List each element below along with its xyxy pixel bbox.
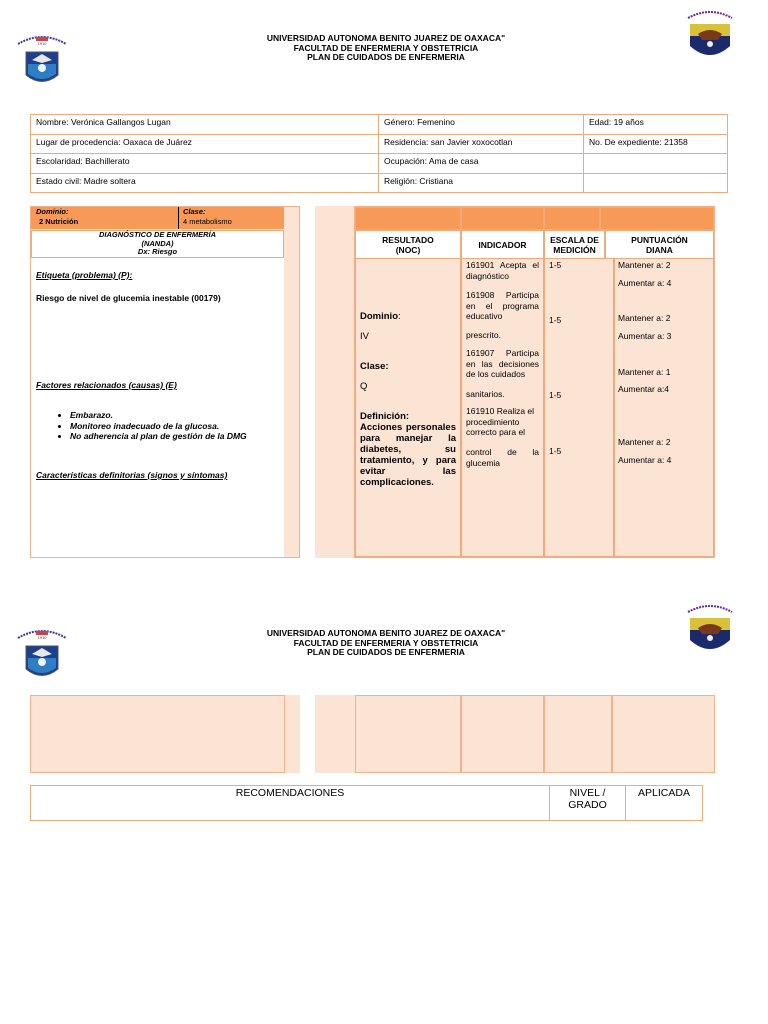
indicator-3-cont: sanitarios. [466,389,505,399]
patient-record-number: No. De expediente: 21358 [584,134,728,154]
header-faculty: FACULTAD DE ENFERMERIA Y OBSTETRICIA [293,637,479,648]
puntuacion-cell [614,259,714,557]
patient-occupation: Ocupación: Ama de casa [379,154,584,174]
scale-4: 1-5 [549,446,562,456]
scale-1: 1-5 [549,260,562,270]
factores-label: Factores relacionados (causas) (E) [36,380,177,390]
target-1b: Aumentar a: 4 [618,278,672,288]
noc-dominio-colon: : [398,311,401,322]
svg-text:1910: 1910 [37,636,47,640]
list-item: • Embarazo. [70,410,247,421]
resultado-cell [355,695,461,773]
separator-strip [285,695,300,773]
nanda-panel-continued [30,695,285,773]
noc-dominio-label: Dominio [360,311,398,322]
list-item: • Monitoreo inadecuado de la glucosa. [70,421,247,432]
noc-clase-value: Q [360,381,368,392]
target-3b: Aumentar a:4 [618,384,670,394]
faculty-shield-icon [684,8,736,64]
indicador-cell [461,695,544,773]
noc-header-cell [600,207,714,230]
scale-3: 1-5 [549,390,562,400]
clase-cell [178,207,284,229]
caracteristicas-label: Características definitorias (signos y síntomas) [36,470,228,480]
col-puntuacion: PUNTUACIÓN DIANA [605,230,714,259]
noc-dominio [360,311,401,322]
noc-definicion-text: Acciones personales para manejar la diabetes, su tratamiento, y para evitar las complicaciones. [360,422,456,488]
target-3a: Mantener a: 1 [618,367,671,377]
col-escala: ESCALA DE MEDICIÓN [544,230,605,259]
nanda-dx: Dx: Riesgo [137,247,178,256]
nivel-header: NIVEL / GRADO [550,786,626,821]
recomendaciones-header: RECOMENDACIONES [31,786,550,821]
header-faculty: FACULTAD DE ENFERMERIA Y OBSTETRICIA [293,42,479,53]
dominio-cell [31,207,178,229]
patient-name: Nombre: Verónica Gallangos Lugan [31,115,379,135]
dominio-label: Dominio: [36,207,69,216]
target-2a: Mantener a: 2 [618,313,671,323]
svg-text:1910: 1910 [37,42,47,46]
scale-2: 1-5 [549,315,562,325]
clase-value: 4 metabolismo [183,216,232,226]
indicator-2-cont: prescrito. [466,330,501,340]
noc-definicion-label: Definición: [360,411,410,422]
indicator-1: 161901 Acepta el diagnóstico [466,260,539,281]
header-plan: PLAN DE CUIDADOS DE ENFERMERIA [307,52,465,62]
header-plan: PLAN DE CUIDADOS DE ENFERMERIA [307,647,465,657]
patient-age: Edad: 19 años [584,115,728,135]
noc-clase-label: Clase: [360,361,389,372]
header-university: UNIVERSIDAD AUTONOMA BENITO JUAREZ DE OAXACA" [266,628,506,638]
indicator-3: 161907 Participa en las decisiones de los cuidados [466,348,539,379]
patient-marital-status: Estado civil: Madre soltera [31,173,379,193]
etiqueta-value: Riesgo de nivel de glucemia inestable (00179) [36,293,221,303]
noc-header-cell [355,207,461,230]
nanda-title: DIAGNÓSTICO DE ENFERMERÍA [98,230,217,239]
col-indicador: INDICADOR [461,230,544,259]
patient-info-table [30,114,728,193]
indicator-4: 161910 Realiza el procedimiento correcto para el [466,406,535,437]
dominio-value: 2 Nutrición [39,216,79,226]
separator-strip [315,206,355,558]
university-seal-icon [12,30,72,92]
puntuacion-cell [612,695,715,773]
patient-religion: Religión: Cristiana [379,173,584,193]
university-seal-icon [12,624,72,686]
noc-header-cell [544,207,600,230]
indicator-4-cont: control de la glucemia [466,447,539,468]
escala-cell [544,259,614,557]
patient-gender: Género: Femenino [379,115,584,135]
empty-cell [584,173,728,193]
indicator-2: 161908 Participa en el programa educativo [466,290,539,321]
target-2b: Aumentar a: 3 [618,331,672,341]
recommendations-table [30,785,703,821]
target-4b: Aumentar a: 4 [618,455,672,465]
empty-cell [584,154,728,174]
patient-origin: Lugar de procedencia: Oaxaca de Juárez [31,134,379,154]
target-1a: Mantener a: 2 [618,260,671,270]
patient-residence: Residencia: san Javier xoxocotlan [379,134,584,154]
header-university: UNIVERSIDAD AUTONOMA BENITO JUAREZ DE OAXACA" [266,33,506,43]
noc-header-cell [461,207,544,230]
noc-dominio-value: IV [360,331,369,342]
separator-strip [315,695,355,773]
list-item: • No adherencia al plan de gestión de la DMG [70,431,247,442]
target-4a: Mantener a: 2 [618,437,671,447]
col-resultado: RESULTADO (NOC) [355,230,461,259]
resultado-cell [355,259,461,557]
nanda-subtitle: (NANDA) [141,238,174,248]
etiqueta-label: Etiqueta (problema) (P): [36,270,133,280]
aplicada-header: APLICADA [626,786,703,821]
faculty-shield-icon [684,602,736,658]
patient-education: Escolaridad: Bachillerato [31,154,379,174]
factores-list [70,410,247,442]
escala-cell [544,695,612,773]
nanda-header [31,230,284,258]
clase-label: Clase: [183,207,206,216]
